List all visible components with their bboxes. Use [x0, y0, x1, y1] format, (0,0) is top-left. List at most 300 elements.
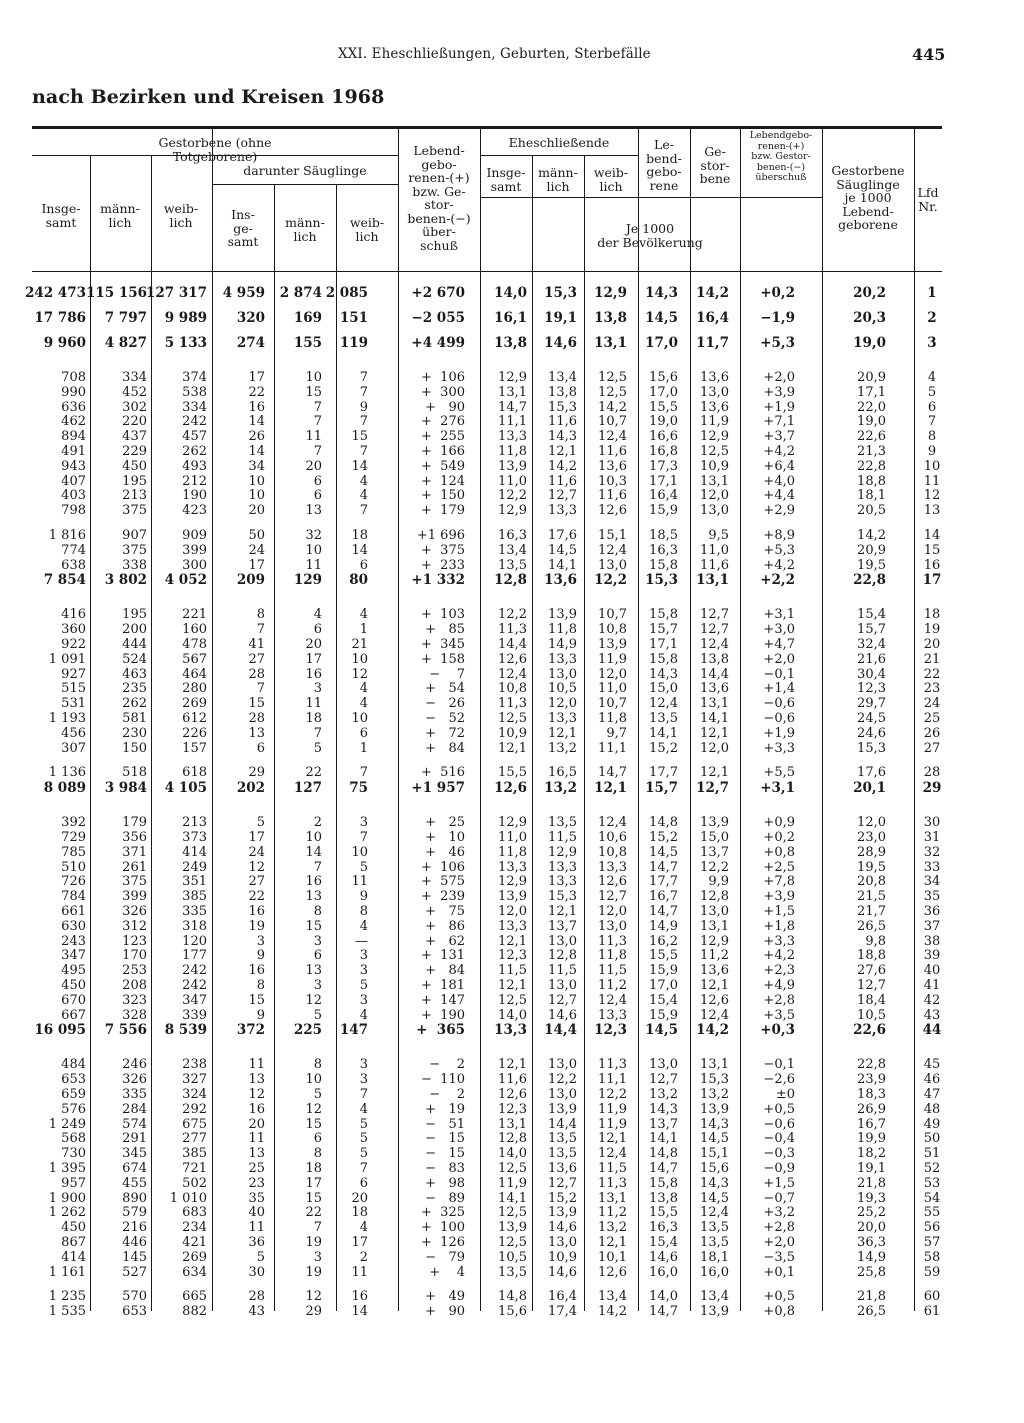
cell-lebend-saldo: − 15	[425, 1146, 465, 1162]
cell-lebend-saldo: + 239	[421, 889, 465, 905]
cell-insgesamt: 638	[61, 557, 86, 573]
cell-weiblich: 292	[182, 1101, 207, 1117]
cell-lfd-nr: 42	[923, 992, 941, 1008]
cell-weiblich: 665	[182, 1289, 207, 1305]
cell-maennlich: 179	[122, 815, 147, 831]
cell-saldo-rate: −0,4	[763, 1131, 795, 1147]
cell-s-insgesamt: 24	[248, 844, 265, 860]
cell-e-insgesamt: 13,5	[498, 1264, 527, 1280]
cell-s-maennlich: 16	[305, 666, 322, 682]
cell-lebendgeborene: 13,5	[649, 711, 678, 726]
cell-e-maennlich: 13,0	[548, 666, 577, 682]
cell-saeugl-rate: 19,1	[857, 1161, 886, 1176]
cell-s-weiblich: 7	[359, 414, 368, 430]
cell-saldo-rate: −0,6	[763, 1116, 795, 1132]
cell-e-weiblich: 13,1	[594, 335, 627, 351]
cell-s-maennlich: 7	[313, 1220, 322, 1236]
cell-e-weiblich: 15,1	[598, 528, 627, 543]
cell-lebendgeborene: 14,1	[649, 725, 678, 741]
cell-lebendgeborene: 17,1	[649, 473, 678, 489]
cell-lebend-saldo: − 79	[425, 1249, 465, 1265]
cell-gestorbene: 12,9	[700, 933, 729, 949]
header-s-insgesamt-line: samt	[227, 234, 259, 249]
cell-s-insgesamt: 274	[236, 335, 265, 351]
cell-saeugl-rate: 24,6	[857, 725, 886, 741]
cell-lfd-nr: 25	[923, 711, 941, 726]
cell-e-insgesamt: 14,0	[498, 1007, 527, 1023]
cell-saldo-rate: +2,0	[763, 1235, 795, 1250]
cell-e-maennlich: 13,8	[548, 384, 577, 400]
cell-gestorbene: 16,4	[696, 310, 729, 326]
cell-lebendgeborene: 14,7	[649, 1161, 678, 1176]
cell-s-insgesamt: 29	[248, 765, 265, 781]
cell-e-weiblich: 12,6	[598, 1264, 627, 1280]
cell-maennlich: 524	[122, 651, 147, 667]
cell-lebend-saldo: + 575	[421, 874, 465, 890]
cell-weiblich: 385	[182, 1146, 207, 1162]
cell-e-insgesamt: 12,5	[498, 992, 527, 1008]
cell-weiblich: 5 133	[164, 335, 207, 351]
table-row	[0, 653, 1024, 667]
cell-e-maennlich: 13,4	[548, 370, 577, 385]
cell-s-maennlich: 6	[313, 622, 322, 638]
cell-s-weiblich: 3	[359, 815, 368, 831]
cell-s-weiblich: 15	[351, 429, 368, 445]
table-row	[0, 489, 1024, 503]
cell-weiblich: 262	[182, 444, 207, 459]
cell-e-maennlich: 14,4	[544, 1022, 577, 1039]
cell-saeugl-rate: 14,2	[857, 528, 886, 543]
cell-s-insgesamt: 26	[248, 429, 265, 445]
cell-lfd-nr: 21	[923, 651, 941, 667]
cell-s-maennlich: 2 874	[279, 285, 322, 301]
cell-lebend-saldo: + 345	[421, 637, 465, 652]
cell-lebend-saldo: − 89	[425, 1190, 465, 1206]
cell-gestorbene: 13,7	[700, 844, 729, 860]
cell-e-insgesamt: 12,5	[498, 1205, 527, 1221]
table-row	[0, 623, 1024, 637]
cell-s-maennlich: 8	[313, 1057, 322, 1073]
cell-e-weiblich: 13,9	[598, 637, 627, 652]
cell-s-insgesamt: 17	[248, 830, 265, 845]
cell-gestorbene: 14,2	[696, 285, 729, 301]
cell-e-insgesamt: 12,9	[498, 815, 527, 831]
cell-e-maennlich: 13,5	[548, 815, 577, 831]
cell-e-maennlich: 13,9	[548, 1205, 577, 1221]
cell-lebend-saldo: +2 670	[411, 285, 465, 301]
table-row	[0, 935, 1024, 949]
cell-gestorbene: 13,1	[700, 918, 729, 934]
cell-e-weiblich: 12,4	[598, 992, 627, 1008]
cell-e-weiblich: 13,1	[598, 1190, 627, 1206]
cell-lfd-nr: 16	[923, 557, 941, 573]
cell-lebend-saldo: + 106	[421, 859, 465, 875]
cell-s-maennlich: 13	[305, 889, 322, 905]
cell-lebendgeborene: 16,2	[649, 933, 678, 949]
cell-s-insgesamt: 12	[248, 1087, 265, 1102]
cell-weiblich: 675	[182, 1116, 207, 1132]
cell-e-insgesamt: 10,8	[498, 681, 527, 697]
header-e-maennlich-line: männ-	[538, 165, 578, 180]
cell-weiblich: 269	[182, 696, 207, 712]
cell-lebendgeborene: 14,7	[649, 904, 678, 919]
cell-lebend-saldo: + 150	[421, 488, 465, 504]
cell-insgesamt: 636	[61, 399, 86, 415]
cell-lebendgeborene: 16,3	[649, 1220, 678, 1236]
cell-lebend-saldo: + 126	[421, 1235, 465, 1250]
cell-saeugl-rate: 22,0	[857, 399, 886, 415]
cell-gestorbene: 12,8	[700, 889, 729, 905]
cell-e-insgesamt: 14,4	[498, 637, 527, 652]
header-saeuglinge-rate-line: geborene	[838, 217, 898, 232]
cell-e-weiblich: 12,9	[594, 285, 627, 301]
cell-lfd-nr: 44	[922, 1022, 942, 1039]
cell-weiblich: 502	[182, 1175, 207, 1191]
cell-insgesamt: 708	[61, 370, 86, 385]
cell-e-maennlich: 11,5	[548, 830, 577, 845]
header-s-maennlich-line: männ-	[285, 215, 325, 230]
cell-lebend-saldo: + 131	[421, 948, 465, 964]
page-title: nach Bezirken und Kreisen 1968	[32, 86, 385, 108]
cell-insgesamt: 1 816	[48, 528, 86, 543]
cell-lebendgeborene: 15,4	[649, 992, 678, 1008]
cell-gestorbene: 16,0	[700, 1264, 729, 1280]
cell-s-maennlich: 15	[305, 1190, 322, 1206]
cell-lebend-saldo: + 72	[425, 725, 465, 741]
header-eheschliessende-line: Eheschließende	[508, 135, 610, 150]
cell-e-weiblich: 12,4	[598, 542, 627, 558]
cell-s-insgesamt: 17	[248, 370, 265, 385]
cell-maennlich: 452	[122, 384, 147, 400]
cell-weiblich: 190	[182, 488, 207, 504]
cell-lebendgeborene: 16,7	[649, 889, 678, 905]
cell-maennlich: 115 156	[85, 285, 147, 301]
cell-saldo-rate: +3,9	[763, 384, 795, 400]
cell-saldo-rate: +7,1	[763, 414, 795, 430]
table-row	[0, 1058, 1024, 1072]
header-lebend-saldo-line: Lebend-	[413, 143, 465, 158]
cell-s-insgesamt: 5	[256, 1249, 265, 1265]
cell-saldo-rate: +2,8	[763, 992, 795, 1008]
cell-s-weiblich: 3	[359, 1072, 368, 1088]
cell-lfd-nr: 51	[923, 1146, 941, 1162]
cell-e-insgesamt: 12,8	[498, 1131, 527, 1147]
table-row	[0, 1073, 1024, 1087]
cell-weiblich: 493	[182, 458, 207, 474]
cell-gestorbene: 11,9	[700, 414, 729, 430]
cell-insgesamt: 407	[61, 473, 86, 489]
cell-lfd-nr: 53	[923, 1175, 941, 1191]
cell-e-maennlich: 13,0	[548, 1235, 577, 1250]
cell-s-insgesamt: 23	[248, 1175, 265, 1191]
cell-e-maennlich: 13,3	[548, 711, 577, 726]
cell-saeugl-rate: 12,0	[857, 815, 886, 831]
table-row	[0, 445, 1024, 459]
cell-s-weiblich: 7	[359, 1161, 368, 1176]
cell-gestorbene: 13,0	[700, 904, 729, 919]
cell-s-insgesamt: 202	[236, 780, 265, 797]
cell-s-maennlich: 32	[305, 528, 322, 543]
table-row	[0, 1023, 1024, 1037]
cell-saeugl-rate: 20,0	[857, 1220, 886, 1236]
cell-e-insgesamt: 11,5	[498, 963, 527, 979]
cell-s-weiblich: 14	[351, 542, 368, 558]
cell-s-weiblich: 9	[359, 399, 368, 415]
cell-weiblich: 160	[182, 622, 207, 638]
cell-lfd-nr: 59	[923, 1264, 941, 1280]
cell-weiblich: 373	[182, 830, 207, 845]
cell-weiblich: 277	[182, 1131, 207, 1147]
header-maennlich-line: männ-	[100, 201, 140, 216]
cell-saldo-rate: +1,9	[763, 399, 795, 415]
cell-maennlich: 123	[122, 933, 147, 949]
cell-weiblich: 683	[182, 1205, 207, 1221]
cell-s-weiblich: 10	[351, 651, 368, 667]
cell-s-weiblich: 8	[359, 904, 368, 919]
cell-s-weiblich: 80	[349, 572, 368, 589]
cell-lebendgeborene: 15,8	[649, 557, 678, 573]
table-row	[0, 573, 1024, 587]
header-e-insgesamt-line: samt	[490, 178, 522, 194]
header-lfd-nr	[858, 186, 998, 213]
cell-insgesamt: 360	[61, 622, 86, 638]
cell-lebend-saldo: − 110	[421, 1072, 465, 1088]
cell-s-insgesamt: 28	[248, 1289, 265, 1305]
cell-lebendgeborene: 15,9	[649, 503, 678, 519]
cell-e-maennlich: 13,0	[548, 978, 577, 993]
cell-e-maennlich: 13,0	[548, 1087, 577, 1102]
cell-lebendgeborene: 17,7	[649, 765, 678, 781]
cell-saldo-rate: +1,5	[763, 1175, 795, 1191]
cell-e-insgesamt: 16,3	[498, 528, 527, 543]
cell-maennlich: 371	[122, 844, 147, 860]
cell-maennlich: 230	[122, 725, 147, 741]
header-lebend-saldo	[369, 144, 509, 252]
header-gestorbene	[145, 136, 285, 163]
cell-gestorbene: 13,6	[700, 681, 729, 697]
table-row	[0, 1162, 1024, 1176]
cell-s-insgesamt: 36	[248, 1235, 265, 1250]
cell-lebend-saldo: + 276	[421, 414, 465, 430]
cell-maennlich: 375	[122, 874, 147, 890]
cell-s-weiblich: 7	[359, 384, 368, 400]
cell-saeugl-rate: 22,8	[857, 458, 886, 474]
cell-s-maennlich: 6	[313, 1131, 322, 1147]
cell-lfd-nr: 10	[923, 458, 941, 474]
cell-saldo-rate: +3,3	[763, 933, 795, 949]
cell-saldo-rate: +3,0	[763, 622, 795, 638]
cell-e-weiblich: 11,1	[598, 740, 627, 756]
cell-e-weiblich: 13,4	[598, 1289, 627, 1305]
cell-s-insgesamt: 11	[248, 1220, 265, 1236]
cell-weiblich: 324	[182, 1087, 207, 1102]
cell-lfd-nr: 12	[923, 488, 941, 504]
table-row	[0, 766, 1024, 780]
cell-e-maennlich: 10,9	[548, 1249, 577, 1265]
cell-insgesamt: 450	[61, 1220, 86, 1236]
cell-weiblich: 327	[182, 1072, 207, 1088]
cell-gestorbene: 11,0	[700, 542, 729, 558]
cell-e-insgesamt: 12,3	[498, 948, 527, 964]
cell-lebendgeborene: 15,5	[649, 399, 678, 415]
cell-saldo-rate: −0,1	[763, 1057, 795, 1073]
cell-lfd-nr: 13	[923, 503, 941, 519]
cell-s-insgesamt: 16	[248, 904, 265, 919]
cell-weiblich: 339	[182, 1007, 207, 1023]
cell-e-weiblich: 11,5	[598, 963, 627, 979]
cell-s-maennlich: 17	[305, 1175, 322, 1191]
header-lebendgeborene-line: bend-	[646, 150, 682, 166]
cell-lfd-nr: 37	[923, 918, 941, 934]
header-gestorbene-rate-line: bene	[699, 171, 731, 186]
cell-e-weiblich: 12,5	[598, 370, 627, 385]
cell-lebendgeborene: 15,5	[649, 948, 678, 964]
cell-lebend-saldo: + 179	[421, 503, 465, 519]
cell-insgesamt: 9 960	[43, 335, 86, 351]
cell-lfd-nr: 20	[923, 637, 941, 652]
cell-insgesamt: 661	[61, 904, 86, 919]
cell-gestorbene: 13,5	[700, 1220, 729, 1236]
cell-saldo-rate: +4,4	[763, 488, 795, 504]
cell-maennlich: 437	[122, 429, 147, 445]
cell-lebend-saldo: − 7	[429, 666, 465, 682]
table-row	[0, 401, 1024, 415]
cell-s-insgesamt: 8	[256, 607, 265, 623]
cell-saeugl-rate: 19,0	[853, 335, 886, 351]
cell-lebend-saldo: + 158	[421, 651, 465, 667]
cell-gestorbene: 14,3	[700, 1175, 729, 1191]
cell-gestorbene: 14,4	[700, 666, 729, 682]
cell-s-maennlich: 19	[305, 1264, 322, 1280]
header-saeuglinge-rate-line: Lebend-	[842, 203, 894, 219]
cell-s-insgesamt: 28	[248, 711, 265, 726]
cell-s-maennlich: 16	[305, 874, 322, 890]
cell-e-maennlich: 15,3	[548, 399, 577, 415]
cell-weiblich: 269	[182, 1249, 207, 1265]
cell-saldo-rate: +2,9	[763, 503, 795, 519]
cell-insgesamt: 416	[61, 607, 86, 623]
cell-s-insgesamt: 372	[236, 1022, 265, 1039]
cell-gestorbene: 13,8	[700, 651, 729, 667]
cell-e-insgesamt: 12,3	[498, 1101, 527, 1117]
cell-saeugl-rate: 26,9	[857, 1101, 886, 1117]
cell-s-insgesamt: 8	[256, 978, 265, 993]
cell-s-weiblich: 18	[351, 528, 368, 543]
table-row	[0, 430, 1024, 444]
cell-lebendgeborene: 15,2	[649, 740, 678, 756]
cell-maennlich: 375	[122, 542, 147, 558]
cell-lebendgeborene: 17,0	[645, 335, 678, 351]
cell-insgesamt: 670	[61, 992, 86, 1008]
cell-e-weiblich: 11,6	[598, 444, 627, 459]
table-row	[0, 1192, 1024, 1206]
cell-saldo-rate: +3,9	[763, 889, 795, 905]
cell-lebendgeborene: 13,0	[649, 1057, 678, 1073]
cell-e-insgesamt: 12,4	[498, 666, 527, 682]
table-row	[0, 504, 1024, 518]
cell-e-weiblich: 10,6	[598, 830, 627, 845]
cell-saeugl-rate: 22,6	[857, 429, 886, 445]
cell-s-maennlich: 6	[313, 473, 322, 489]
cell-s-weiblich: 7	[359, 830, 368, 845]
cell-lebendgeborene: 12,7	[649, 1072, 678, 1088]
cell-e-weiblich: 10,3	[598, 473, 627, 489]
cell-e-maennlich: 13,3	[548, 503, 577, 519]
table-row	[0, 608, 1024, 622]
cell-insgesamt: 307	[61, 740, 86, 756]
cell-s-insgesamt: 5	[256, 815, 265, 831]
cell-lfd-nr: 27	[923, 740, 941, 756]
table-row	[0, 1305, 1024, 1319]
cell-e-maennlich: 15,3	[548, 889, 577, 905]
cell-gestorbene: 12,9	[700, 429, 729, 445]
cell-s-insgesamt: 30	[248, 1264, 265, 1280]
cell-lfd-nr: 33	[923, 859, 941, 875]
cell-s-insgesamt: 35	[248, 1190, 265, 1206]
cell-saldo-rate: +0,5	[763, 1101, 795, 1117]
cell-e-maennlich: 14,1	[548, 557, 577, 573]
cell-weiblich: 909	[182, 528, 207, 543]
cell-e-insgesamt: 13,5	[498, 557, 527, 573]
cell-saldo-rate: −0,1	[763, 666, 795, 682]
cell-s-weiblich: —	[355, 933, 368, 949]
cell-e-insgesamt: 11,9	[498, 1175, 527, 1191]
cell-saeugl-rate: 20,2	[853, 285, 886, 301]
cell-lebendgeborene: 15,7	[645, 780, 678, 797]
cell-e-maennlich: 12,1	[548, 444, 577, 459]
cell-e-weiblich: 13,8	[594, 310, 627, 326]
cell-s-weiblich: 7	[359, 370, 368, 385]
cell-saldo-rate: +5,3	[760, 335, 795, 351]
cell-s-maennlich: 14	[305, 844, 322, 860]
cell-lebendgeborene: 17,1	[649, 637, 678, 652]
cell-saeugl-rate: 10,5	[857, 1007, 886, 1023]
cell-lfd-nr: 34	[923, 874, 941, 890]
table-row	[0, 781, 1024, 795]
cell-s-weiblich: 151	[339, 310, 368, 326]
cell-lebend-saldo: − 52	[425, 711, 465, 726]
header-saeuglinge	[235, 164, 375, 178]
cell-lfd-nr: 30	[923, 815, 941, 831]
cell-e-weiblich: 12,6	[598, 874, 627, 890]
cell-s-maennlich: 15	[305, 918, 322, 934]
cell-lebend-saldo: + 75	[425, 904, 465, 919]
cell-e-insgesamt: 12,5	[498, 1161, 527, 1176]
cell-s-insgesamt: 15	[248, 992, 265, 1008]
table-row	[0, 920, 1024, 934]
cell-saldo-rate: −0,9	[763, 1161, 795, 1176]
cell-e-maennlich: 11,6	[548, 473, 577, 489]
cell-lebend-saldo: + 86	[425, 918, 465, 934]
cell-insgesamt: 990	[61, 384, 86, 400]
cell-insgesamt: 927	[61, 666, 86, 682]
cell-e-insgesamt: 12,2	[498, 488, 527, 504]
cell-lebend-saldo: + 147	[421, 992, 465, 1008]
cell-e-insgesamt: 13,8	[494, 335, 527, 351]
cell-e-insgesamt: 15,5	[498, 765, 527, 781]
table-row	[0, 1147, 1024, 1161]
cell-maennlich: 579	[122, 1205, 147, 1221]
cell-lfd-nr: 41	[923, 978, 941, 993]
cell-lebend-saldo: + 375	[421, 542, 465, 558]
cell-weiblich: 280	[182, 681, 207, 697]
table-row	[0, 964, 1024, 978]
cell-gestorbene: 18,1	[700, 1249, 729, 1265]
cell-s-maennlich: 29	[305, 1304, 322, 1320]
cell-saeugl-rate: 19,3	[857, 1190, 886, 1206]
cell-s-maennlich: 155	[293, 335, 322, 351]
cell-maennlich: 518	[122, 765, 147, 781]
